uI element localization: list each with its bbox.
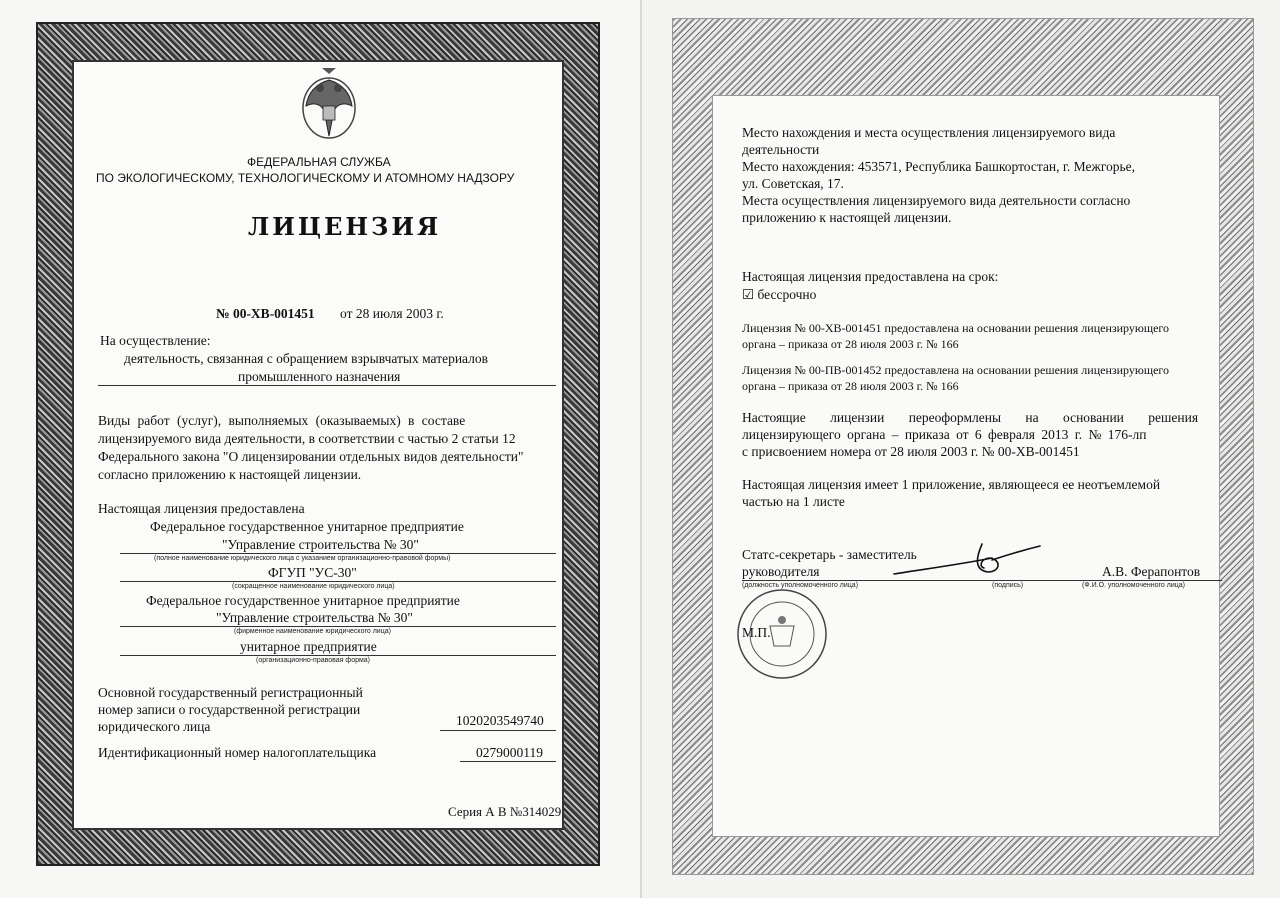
full-name-line-1: Федеральное государственное унитарное предприятие bbox=[150, 519, 464, 534]
term-label: Настоящая лицензия предоставлена на срок: bbox=[742, 269, 999, 284]
ogrn-value: 1020203549740 bbox=[456, 713, 544, 728]
series-number: Серия А В №314029 bbox=[448, 804, 562, 819]
places-line-1: Места осуществления лицензируемого вида деятельности согласно bbox=[742, 193, 1131, 208]
inn-label: Идентификационный номер налогоплательщика bbox=[98, 745, 377, 760]
location-heading-line-2: деятельности bbox=[742, 142, 820, 157]
full-name-line-2: "Управление строительства № 30" bbox=[222, 537, 419, 552]
caption-signature: (подпись) bbox=[992, 582, 1024, 589]
underline bbox=[120, 655, 556, 656]
full-name-caption: (полное наименование юридического лица с указанием организационно-правовой формы) bbox=[154, 555, 451, 562]
license-back-page bbox=[642, 0, 1280, 898]
document-title: ЛИЦЕНЗИЯ bbox=[248, 212, 442, 241]
works-line-4: согласно приложению к настоящей лицензии. bbox=[98, 467, 362, 482]
ogrn-label-line-3: юридического лица bbox=[98, 719, 211, 734]
works-line-2: лицензируемого вида деятельности, в соответствии с частью 2 статьи 12 bbox=[98, 431, 516, 446]
term-value: ☑ бессрочно bbox=[742, 287, 817, 302]
short-name-caption: (сокращенное наименование юридического лица) bbox=[232, 583, 395, 590]
basis-2-line-1: Лицензия № 00-ПВ-001452 предоставлена на основании решения лицензирующего bbox=[742, 363, 1170, 377]
coat-of-arms-emblem bbox=[296, 66, 362, 146]
firm-name-caption: (фирменное наименование юридического лица) bbox=[234, 628, 391, 635]
legal-form-caption: (организационно-правовая форма) bbox=[256, 657, 371, 664]
agency-name-line1: ФЕДЕРАЛЬНАЯ СЛУЖБА bbox=[247, 155, 391, 169]
basis-2-line-2: органа – приказа от 28 июля 2003 г. № 166 bbox=[742, 379, 959, 393]
agency-name-line2: ПО ЭКОЛОГИЧЕСКОМУ, ТЕХНОЛОГИЧЕСКОМУ И АТОМНОМУ НАДЗОРУ bbox=[96, 171, 515, 185]
annex-line-2: частью на 1 листе bbox=[742, 494, 845, 509]
ogrn-label-line-2: номер записи о государственной регистрации bbox=[98, 702, 361, 717]
inn-value: 0279000119 bbox=[476, 745, 543, 760]
firm-name-line-2: "Управление строительства № 30" bbox=[216, 610, 413, 625]
granted-label: Настоящая лицензия предоставлена bbox=[98, 501, 305, 516]
license-number: № 00-ХВ-001451 bbox=[216, 306, 315, 321]
activity-line-2: промышленного назначения bbox=[238, 369, 401, 384]
basis-1-line-2: органа – приказа от 28 июля 2003 г. № 166 bbox=[742, 337, 959, 351]
license-date: от 28 июля 2003 г. bbox=[340, 306, 444, 321]
signer-name: А.В. Ферапонтов bbox=[1102, 564, 1201, 579]
official-seal-stamp bbox=[720, 586, 840, 682]
handwritten-signature bbox=[892, 538, 1042, 582]
reissue-line-2: лицензирующего органа – приказа от 6 февраля 2013 г. № 176-лп bbox=[742, 427, 1147, 442]
address-line-1: Место нахождения: 453571, Республика Башкортостан, г. Межгорье, bbox=[742, 159, 1136, 174]
legal-form: унитарное предприятие bbox=[240, 639, 377, 654]
underline bbox=[120, 626, 556, 627]
ogrn-label-line-1: Основной государственный регистрационный bbox=[98, 685, 363, 700]
places-line-2: приложению к настоящей лицензии. bbox=[742, 210, 952, 225]
underline bbox=[460, 761, 556, 762]
reissue-line-1: Настоящие лицензии переоформлены на основании решения bbox=[742, 410, 1199, 425]
underline bbox=[98, 385, 556, 386]
signer-position-line-1: Статс-секретарь - заместитель bbox=[742, 547, 917, 562]
works-line-1: Виды работ (услуг), выполняемых (оказываемых) в составе bbox=[98, 413, 466, 428]
address-line-2: ул. Советская, 17. bbox=[742, 176, 844, 191]
short-name: ФГУП "УС-30" bbox=[268, 565, 357, 580]
activity-line-1: деятельность, связанная с обращением взрывчатых материалов bbox=[124, 351, 489, 366]
caption-name: (Ф.И.О. уполномоченного лица) bbox=[1082, 582, 1185, 589]
caption-position: (должность уполномоченного лица) bbox=[742, 582, 859, 589]
location-heading-line-1: Место нахождения и места осуществления лицензируемого вида bbox=[742, 125, 1116, 140]
underline bbox=[120, 581, 556, 582]
reissue-line-3: с присвоением номера от 28 июля 2003 г. № 00-ХВ-001451 bbox=[742, 444, 1080, 459]
annex-line-1: Настоящая лицензия имеет 1 приложение, являющееся ее неотъемлемой bbox=[742, 477, 1161, 492]
activity-label: На осуществление: bbox=[100, 333, 211, 348]
signer-position-line-2: руководителя bbox=[742, 564, 820, 579]
firm-name-line-1: Федеральное государственное унитарное предприятие bbox=[146, 593, 460, 608]
underline bbox=[120, 553, 556, 554]
stamp-label: М.П. bbox=[742, 625, 771, 640]
works-line-3: Федерального закона "О лицензировании отдельных видов деятельности" bbox=[98, 449, 524, 464]
underline bbox=[440, 730, 556, 731]
basis-1-line-1: Лицензия № 00-ХВ-001451 предоставлена на основании решения лицензирующего bbox=[742, 321, 1170, 335]
